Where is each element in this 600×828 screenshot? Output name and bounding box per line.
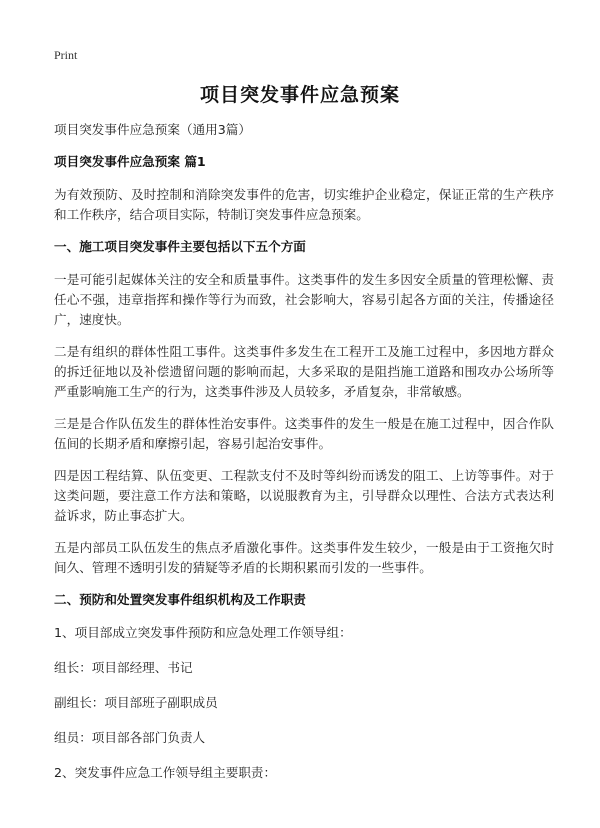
document-title: 项目突发事件应急预案 <box>199 84 400 106</box>
org-deputy: 副组长：项目部班子副职成员 <box>54 695 218 710</box>
heading-event-types: 一、施工项目突发事件主要包括以下五个方面 <box>54 239 306 254</box>
org-item-1: 1、项目部成立突发事件预防和应急处理工作领导组： <box>54 625 352 640</box>
org-item-2: 2、突发事件应急工作领导组主要职责： <box>54 765 277 780</box>
event-paragraph-1: 一是可能引起媒体关注的安全和质量事件。这类事件的发生多因安全质量的管理松懈、责任心不强，违章指挥和操作等行为而致，社会影响大，容易引起各方面的关注，传播途径广，速度快。 <box>54 272 554 327</box>
section-title: 项目突发事件应急预案 篇1 <box>54 154 206 169</box>
event-paragraph-2: 二是有组织的群体性阻工事件。这类事件多发生在工程开工及施工过程中，多因地方群众的拆迁征地以及补偿遗留问题的影响而起，大多采取的是阻挡施工道路和围攻办公场所等严重影响施工生产的行为，这类事件涉及人员较多，矛盾复杂，非常敏感。 <box>54 344 554 399</box>
print-label[interactable]: Print <box>54 48 78 62</box>
event-paragraph-5: 五是内部员工队伍发生的焦点矛盾激化事件。这类事件发生较少，一般是由于工资拖欠时间久、管理不透明引发的猜疑等矛盾的长期积累而引发的一些事件。 <box>54 540 554 575</box>
document-subtitle: 项目突发事件应急预案（通用3篇） <box>54 122 251 137</box>
document-body <box>54 120 554 798</box>
event-paragraph-4: 四是因工程结算、队伍变更、工程款支付不及时等纠纷而诱发的阻工、上访等事件。对于这类问题，要注意工作方法和策略，以说服教育为主，引导群众以理性、合法方式表达利益诉求，防止事态扩大。 <box>54 468 554 523</box>
intro-paragraph: 为有效预防、及时控制和消除突发事件的危害，切实维护企业稳定，保证正常的生产秩序和工作秩序，结合项目实际，特制订突发事件应急预案。 <box>54 187 554 222</box>
org-leader: 组长：项目部经理、书记 <box>54 660 193 675</box>
heading-organization: 二、预防和处置突发事件组织机构及工作职责 <box>54 592 306 607</box>
event-paragraph-3: 三是是合作队伍发生的群体性治安事件。这类事件的发生一般是在施工过程中，因合作队伍间的长期矛盾和摩擦引起，容易引起治安事件。 <box>54 416 554 451</box>
org-members: 组员：项目部各部门负责人 <box>54 730 206 745</box>
